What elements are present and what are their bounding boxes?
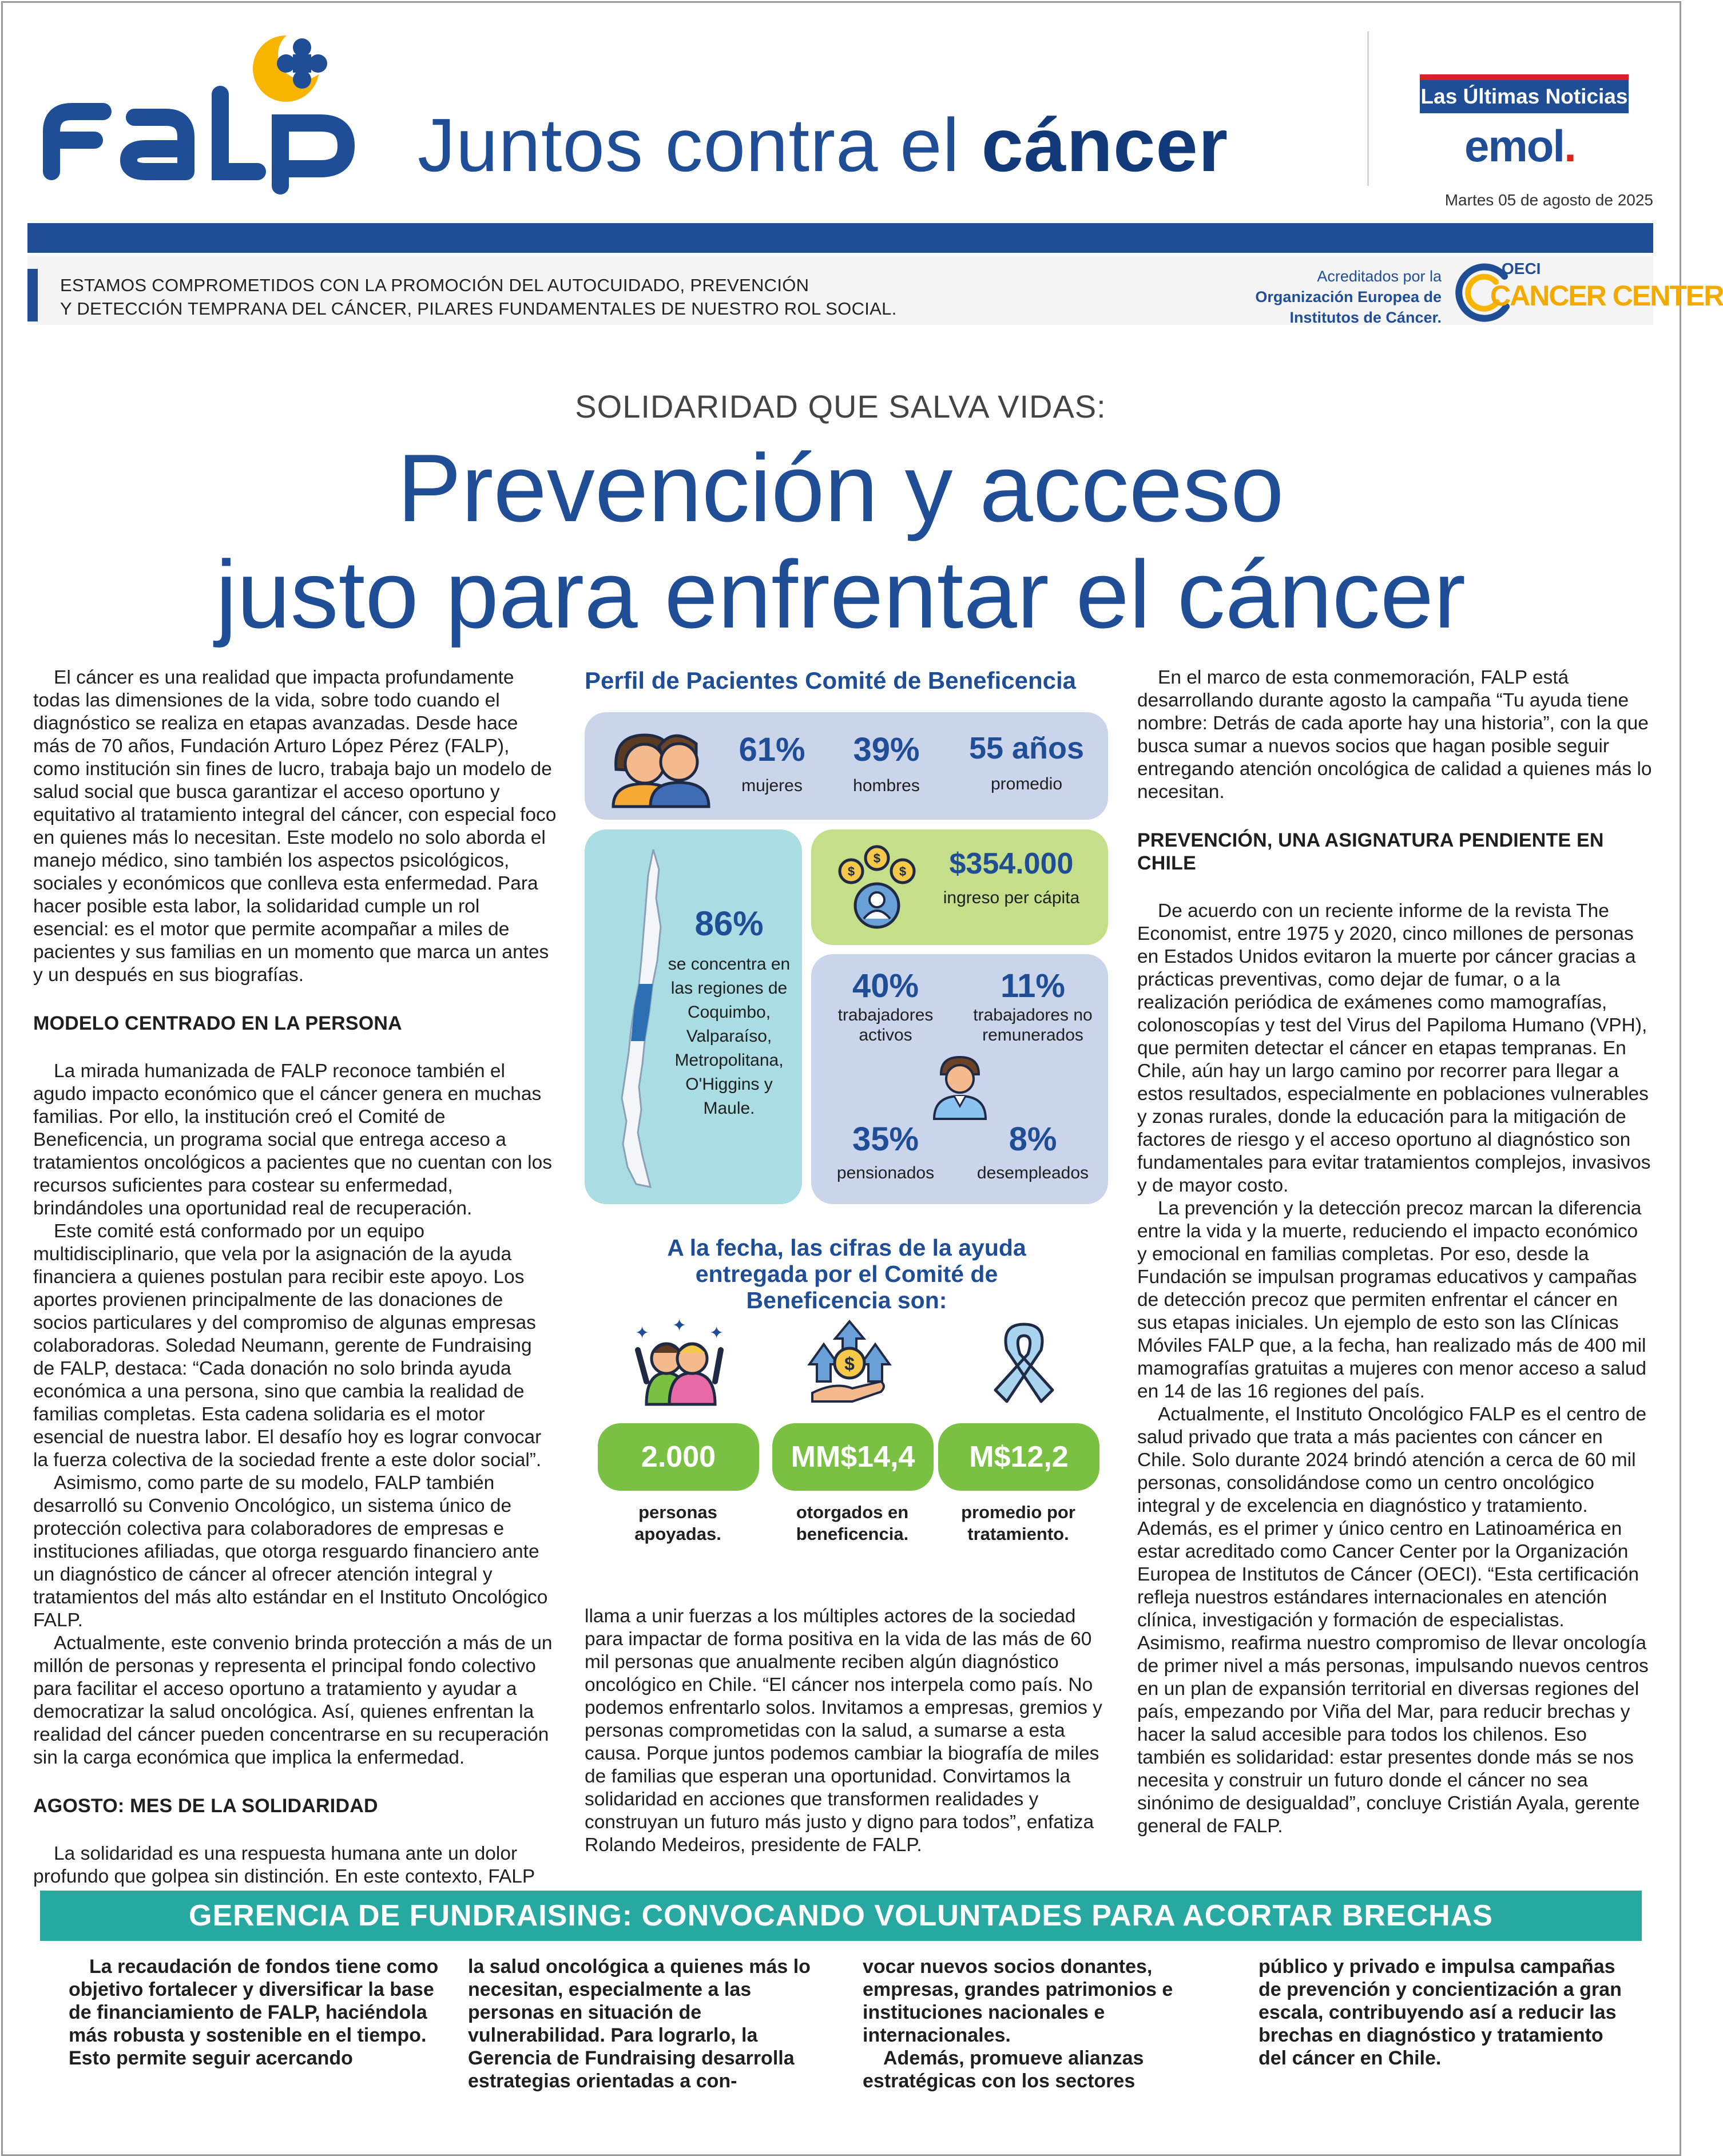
publication-date: Martes 05 de agosto de 2025 [1444, 191, 1653, 209]
patients-couple-icon [605, 726, 713, 807]
accreditation-note: Acreditados por la Organización Europea de Institutos de Cáncer. [1255, 268, 1442, 326]
paragraph: En el marco de esta conmemoración, FALP está desarrollando durante agosto la campaña “Tu ayuda tiene nombre: Detrás de cada aporte hay una historia”, con la que busca sumar a nuevos socios que hagan posible seguir entregando atención oncológica de calidad a quienes más lo necesitan. [1137, 667, 1652, 803]
oeci-cancer-center-logo: OECI CANCER CENTER [1456, 257, 1650, 323]
header-divider [1367, 31, 1369, 186]
stat-unpaid-workers: 11% trabajadores no remunerados [973, 967, 1093, 1045]
section-heading: AGOSTO: MES DE LA SOLIDARIDAD [33, 1795, 378, 1817]
article-column-right [1137, 666, 1652, 1838]
aid-people-label: personas apoyadas. [634, 1502, 721, 1544]
section-heading: PREVENCIÓN, UNA ASIGNATURA PENDIENTE EN CHILE [1137, 829, 1604, 874]
stat-women: 61% mujeres [739, 731, 805, 795]
section-heading: MODELO CENTRADO EN LA PERSONA [33, 1013, 402, 1034]
aid-heading: A la fecha, las cifras de la ayuda entregada por el Comité de Beneficencia son: [667, 1234, 1026, 1313]
paragraph: De acuerdo con un reciente informe de la revista The Economist, entre 1975 y 2020, cinco millones de personas en Estados Unidos evitaron la muerte por cáncer gracias a prácticas preventivas, como dejar de fumar, o a la realización periódica de exámenes como mamografías, colonoscopías y test del Virus del Papiloma Humano (VPH), que permiten detectar el cáncer en etapas tempranas. En Chile, aún hay un largo camino por recorrer para llegar a estos resultados, especialmente en poblaciones vulnerables y zonas rurales, donde la educación para la mitigación de factores de riesgo y el acceso oportuno al diagnóstico son fundamentales para evitar tratamientos complejos, invasivos y de mayor costo. [1137, 900, 1651, 1196]
stat-average-age: 55 años promedio [968, 731, 1085, 793]
paragraph: La mirada humanizada de FALP reconoce también el agudo impacto económico que el cáncer genera en muchas familias. Por ello, la institución creó el Comité de Beneficencia, un programa social que entrega acceso a tratamientos oncológicos a pacientes que no cuentan con los recursos suficientes para costear su enfermedad, brindándoles una oportunidad real de recuperación. [33, 1061, 552, 1219]
footer-column-1: La recaudación de fondos tiene como objetivo fortalecer y diversificar la base de financiamiento de FALP, haciéndola más robusta y sostenible en el tiempo. Esto permite seguir acercando [69, 1956, 439, 2069]
paragraph: Actualmente, el Instituto Oncológico FALP es el centro de salud privado que trata a más pacientes con cáncer en Chile. Solo durante 2024 brindó atención a cerca de 60 mil personas, consolidándose como un centro oncológico integral y de excelencia en diagnóstico y tratamiento. Además, es el primer y único centro en Latinoamérica en estar acreditado como Cancer Center por la Organización Europea de Institutos de Cáncer (OECI). “Esta certificación refleja nuestros estándares internacionales en atención clínica, investigación y formación de especialistas. Asimismo, reafirma nuestro compromiso de llevar oncología de primer nivel a más personas, impulsando nuevos centros en un plan de expansión territorial en diversas regiones del país, empezando por Viña del Mar, para reducir brechas y hacer la salud accesible para todos los chilenos. Eso también es solidaridad: estar presentes donde más se nos necesita y construir un futuro donde el cáncer no sea sinónimo de desigualdad”, concluye Cristián Ayala, gerente general de FALP. [1137, 1404, 1649, 1837]
stat-active-workers: 40% trabajadores activos [837, 967, 934, 1045]
main-headline: Prevención y acceso justo para enfrentar el cáncer [215, 434, 1466, 648]
aid-amount-value: MM$14,4 [772, 1423, 934, 1491]
stat-men: 39% hombres [853, 731, 920, 795]
article-column-middle [585, 1605, 1117, 1857]
aid-average-value: M$12,2 [938, 1423, 1099, 1491]
awareness-ribbon-icon [987, 1319, 1061, 1404]
money-network-icon [834, 845, 920, 931]
footer-column-3: vocar nuevos socios donantes, empresas, grandes patrimonios e instituciones nacionales e internacionales. Además, promueve alianzas estratégicas con los sectores [863, 1956, 1173, 2092]
stat-income: $354.000 ingreso per cápita [943, 847, 1080, 907]
regions-card [585, 829, 802, 1204]
fundraising-banner: GERENCIA DE FUNDRAISING: CONVOCANDO VOLUNTADES PARA ACORTAR BRECHAS [40, 1891, 1642, 1941]
paragraph: La prevención y la detección precoz marcan la diferencia entre la vida y la muerte, reduciendo el impacto económico y emocional en familias completas. Por eso, desde la Fundación se impulsan programas educativos y campañas de detección precoz que permiten enfrentar el cáncer en sus etapas iniciales. Un ejemplo de esto son las Clínicas Móviles FALP que, a la fecha, han realizado más de 400 mil mamografías gratuitas a mujeres con menor acceso a salud en 14 de las 16 regiones del país. [1137, 1198, 1647, 1402]
infographic-title: Perfil de Pacientes Comité de Beneficencia [585, 667, 1076, 694]
svg-text:✦: ✦ [672, 1316, 687, 1336]
mission-statement: ESTAMOS COMPROMETIDOS CON LA PROMOCIÓN DEL AUTOCUIDADO, PREVENCIÓN Y DETECCIÓN TEMPRANA DEL CÁNCER, PILARES FUNDAMENTALES DE NUESTRO ROL SOCIAL. [60, 275, 897, 319]
header-band [27, 223, 1653, 253]
newspaper-logo[interactable]: Las Últimas Noticias [1420, 74, 1629, 113]
paragraph: El cáncer es una realidad que impacta profundamente todas las dimensiones de la vida, sobre todo cuando el diagnóstico se realiza en etapas avanzadas. Desde hace más de 70 años, Fundación Arturo López Pérez (FALP), como institución sin fines de lucro, trabaja bajo un modelo de salud social que busca garantizar el acceso oportuno y equitativo al tratamiento integral del cáncer, con especial foco en quienes más lo necesitan. Este modelo no solo aborda el manejo médico, sino también los aspectos psicológicos, sociales y económicos que conlleva esta enfermedad. Para hacer posible esta labor, la solidaridad cumple un rol esencial: es el motor que permite acompañar a miles de pacientes y sus familias en un momento que marca un antes y un después en sus biografías. [33, 667, 557, 986]
paragraph: La solidaridad es una respuesta humana ante un dolor profundo que golpea sin distinción. En este contexto, FALP [33, 1843, 535, 1887]
article-column-left [33, 666, 557, 1888]
brand-tagline: Juntos contra el cáncer [418, 103, 1229, 187]
footer-column-2: la salud oncológica a quienes más lo necesitan, especialmente a las personas en situación de vulnerabilidad. Para lograrlo, la Gerencia de Fundraising desarrolla estrategias orientadas a con- [468, 1956, 811, 2092]
emol-logo[interactable]: emol. [1464, 121, 1575, 171]
svg-text:$: $ [847, 864, 855, 879]
svg-text:$: $ [873, 851, 881, 865]
aid-people-value: 2.000 [598, 1423, 759, 1491]
paragraph: Actualmente, este convenio brinda protección a más de un millón de personas y representa el principal fondo colectivo para facilitar el acceso oportuno a tratamiento y ayudar a democratizar la salud oncológica. Así, quienes enfrentan la realidad del cáncer pueden concentrarse en su recuperación sin la carga económica que implica la enfermedad. [33, 1633, 553, 1768]
gender-card [585, 712, 1108, 820]
stat-unemployed: 8% desempleados [976, 1121, 1089, 1182]
mission-accent-bar [27, 269, 38, 321]
stat-regions: 86% se concentra en las regiones de Coquimbo, Valparaíso, Metropolitana, O'Higgins y Maule. [668, 904, 791, 1118]
worker-icon [928, 1051, 991, 1120]
headline-kicker: SOLIDARIDAD QUE SALVA VIDAS: [575, 388, 1106, 424]
income-card [811, 829, 1108, 945]
aid-amount-label: otorgados en beneficencia. [796, 1502, 909, 1544]
employment-card [811, 954, 1108, 1204]
footer-column-4: público y privado e impulsa campañas de prevención y concientización a gran escala, contribuyendo así a reducir las brechas en diagnóstico y tratamiento del cáncer en Chile. [1258, 1956, 1622, 2069]
svg-text:✦: ✦ [709, 1323, 724, 1343]
svg-text:✦: ✦ [635, 1323, 650, 1343]
aid-average-label: promedio por tratamiento. [961, 1502, 1075, 1544]
svg-text:$: $ [844, 1353, 855, 1374]
people-celebrating-icon [629, 1316, 726, 1404]
falp-logo [34, 31, 389, 186]
paragraph: llama a unir fuerzas a los múltiples actores de la sociedad para impactar de forma positiva en la vida de las más de 60 mil personas que anualmente reciben algún diagnóstico oncológico en Chile. “El cáncer nos interpela como país. No podemos enfrentarlo solos. Invitamos a empresas, gremios y personas comprometidas con la salud, a sumarse a esta causa. Porque juntos podemos cambiar la biografía de miles de familias que esperan una oportunidad. Convirtamos la solidaridad en acciones que transformen realidades y construyan un futuro más justo y digno para todos”, enfatiza Rolando Medeiros, presidente de FALP. [585, 1606, 1102, 1856]
paragraph: Este comité está conformado por un equipo multidisciplinario, que vela por la asignación de la ayuda financiera a quienes postulan para recibir este apoyo. Los aportes provienen principalmente de las donaciones de socios particulares y del compromiso de algunas empresas colaboradoras. Soledad Neumann, gerente de Fundraising de FALP, destaca: “Cada donación no solo brinda ayuda económica a una persona, sino que cambia la realidad de familias completas. Esta cadena solidaria es el motor esencial de nuestra labor. El desafío hoy es lograr convocar la fuerza colectiva de la sociedad frente a este dolor social”. [33, 1221, 542, 1471]
paragraph: Asimismo, como parte de su modelo, FALP también desarrolló su Convenio Oncológico, un sistema único de protección colectiva para colaboradores de empresas e instituciones afiliadas, que otorga resguardo financiero ante un diagnóstico de cáncer al ofrecer atención integral y tratamientos del más alto estándar en el Instituto Oncológico FALP. [33, 1472, 548, 1631]
money-hand-icon [801, 1319, 898, 1404]
svg-text:$: $ [899, 864, 907, 879]
stat-pensioners: 35% pensionados [836, 1121, 935, 1182]
